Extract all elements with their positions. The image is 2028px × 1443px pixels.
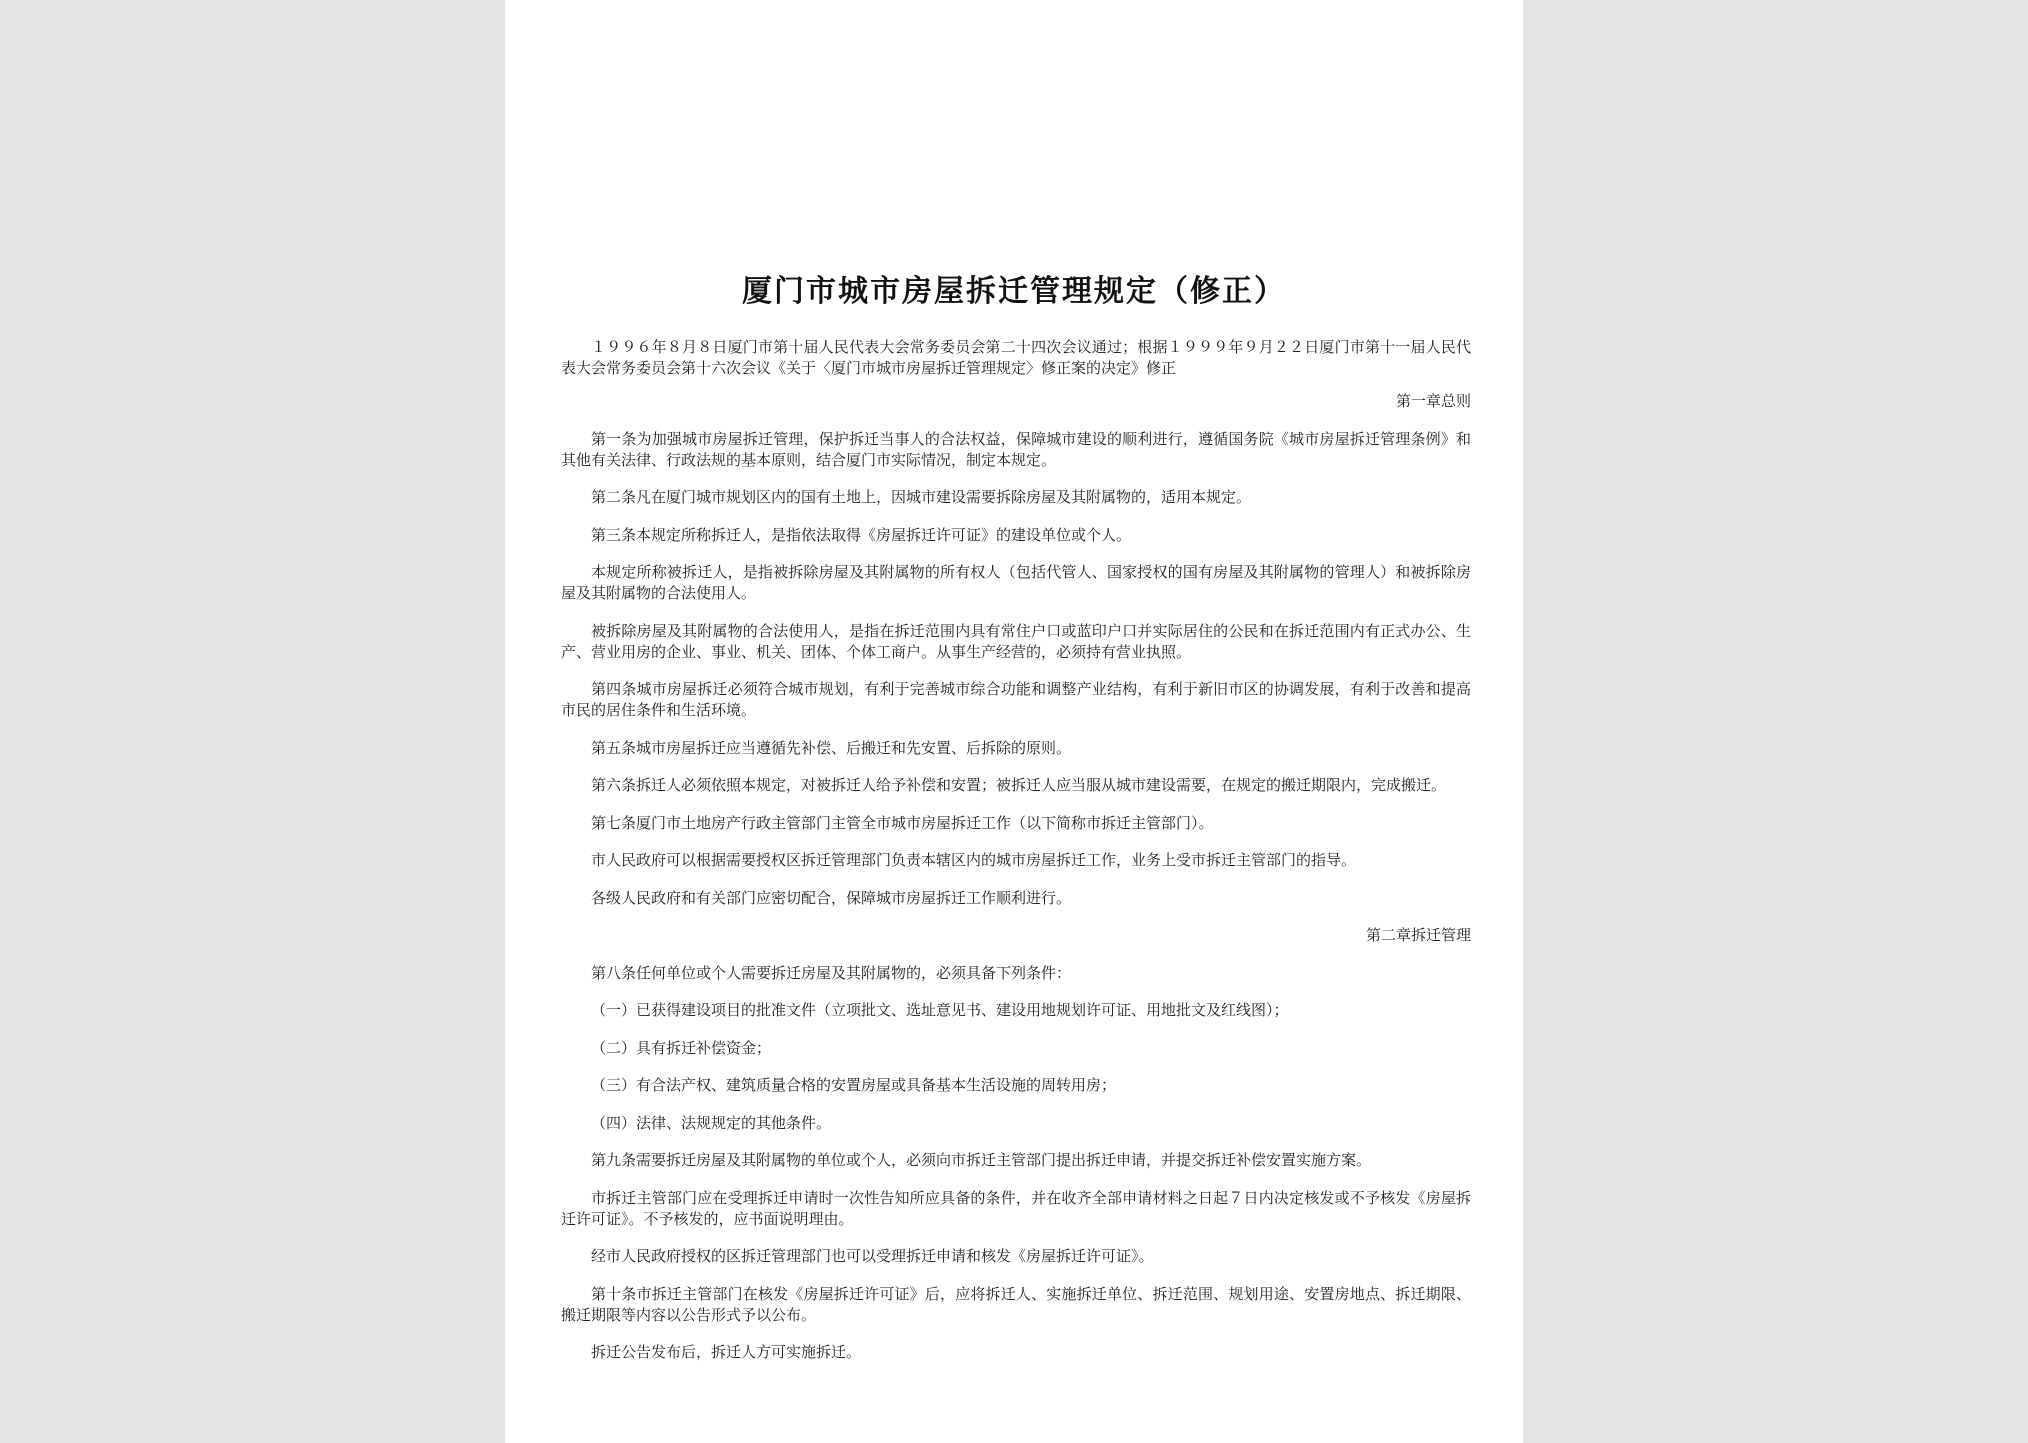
article-8: 第八条任何单位或个人需要拆迁房屋及其附属物的，必须具备下列条件：	[591, 963, 1072, 982]
document-page	[505, 0, 1523, 1443]
preamble-paragraph: １９９６年８月８日厦门市第十届人民代表大会常务委员会第二十四次会议通过；根据１９９９年９月２２日厦门市第十一届人民代表大会常务委员会第十六次会议《关于〈厦门市城市房屋拆迁管理规定〉修正案的决定》修正	[561, 338, 1471, 377]
article-3: 第三条本规定所称拆迁人，是指依法取得《房屋拆迁许可证》的建设单位或个人。	[591, 525, 1132, 544]
article-7-paragraph-3: 各级人民政府和有关部门应密切配合，保障城市房屋拆迁工作顺利进行。	[591, 888, 1072, 907]
document-title: 厦门市城市房屋拆迁管理规定（修正）	[742, 274, 1286, 309]
chapter-heading-2: 第二章拆迁管理	[1365, 926, 1471, 944]
article-1: 第一条为加强城市房屋拆迁管理，保护拆迁当事人的合法权益，保障城市建设的顺利进行，遵循国务院《城市房屋拆迁管理条例》和其他有关法律、行政法规的基本原则，结合厦门市实际情况，制定本规定。	[561, 429, 1471, 469]
article-9: 第九条需要拆迁房屋及其附属物的单位或个人，必须向市拆迁主管部门提出拆迁申请，并提交拆迁补偿安置实施方案。	[591, 1151, 1372, 1169]
article-9-paragraph-3: 经市人民政府授权的区拆迁管理部门也可以受理拆迁申请和核发《房屋拆迁许可证》。	[591, 1247, 1154, 1265]
article-2: 第二条凡在厦门城市规划区内的国有土地上，因城市建设需要拆除房屋及其附属物的，适用本规定。	[591, 488, 1252, 506]
article-8-item-2: （二）具有拆迁补偿资金；	[591, 1038, 772, 1057]
article-4: 第四条城市房屋拆迁必须符合城市规划，有利于完善城市综合功能和调整产业结构，有利于新旧市区的协调发展，有利于改善和提高市民的居住条件和生活环境。	[561, 680, 1471, 719]
article-3-paragraph-3: 被拆除房屋及其附属物的合法使用人，是指在拆迁范围内具有常住户口或蓝印户口并实际居住的公民和在拆迁范围内有正式办公、生产、营业用房的企业、事业、机关、团体、个体工商户。从事生产经营的，必须持有营业执照。	[561, 621, 1471, 661]
article-7: 第七条厦门市土地房产行政主管部门主管全市城市房屋拆迁工作（以下简称市拆迁主管部门）。	[591, 813, 1214, 832]
article-6: 第六条拆迁人必须依照本规定，对被拆迁人给予补偿和安置；被拆迁人应当服从城市建设需要，在规定的搬迁期限内，完成搬迁。	[591, 776, 1447, 794]
document-body	[561, 337, 1471, 1380]
article-3-paragraph-2: 本规定所称被拆迁人，是指被拆除房屋及其附属物的所有权人（包括代管人、国家授权的国有房屋及其附属物的管理人）和被拆除房屋及其附属物的合法使用人。	[561, 563, 1471, 602]
article-10: 第十条市拆迁主管部门在核发《房屋拆迁许可证》后，应将拆迁人、实施拆迁单位、拆迁范围、规划用途、安置房地点、拆迁期限、搬迁期限等内容以公告形式予以公布。	[561, 1284, 1471, 1324]
article-8-item-4: （四）法律、法规规定的其他条件。	[591, 1113, 832, 1132]
article-5: 第五条城市房屋拆迁应当遵循先补偿、后搬迁和先安置、后拆除的原则。	[591, 738, 1072, 757]
article-9-paragraph-2: 市拆迁主管部门应在受理拆迁申请时一次性告知所应具备的条件，并在收齐全部申请材料之日起７日内决定核发或不予核发《房屋拆迁许可证》。不予核发的，应书面说明理由。	[561, 1188, 1471, 1228]
article-8-item-3: （三）有合法产权、建筑质量合格的安置房屋或具备基本生活设施的周转用房；	[591, 1076, 1117, 1094]
article-7-paragraph-2: 市人民政府可以根据需要授权区拆迁管理部门负责本辖区内的城市房屋拆迁工作，业务上受市拆迁主管部门的指导。	[591, 851, 1357, 869]
article-8-item-1: （一）已获得建设项目的批准文件（立项批文、选址意见书、建设用地规划许可证、用地批文及红线图）；	[591, 1001, 1289, 1019]
chapter-heading-1: 第一章总则	[1395, 392, 1471, 410]
article-10-paragraph-2: 拆迁公告发布后，拆迁人方可实施拆迁。	[591, 1343, 862, 1361]
